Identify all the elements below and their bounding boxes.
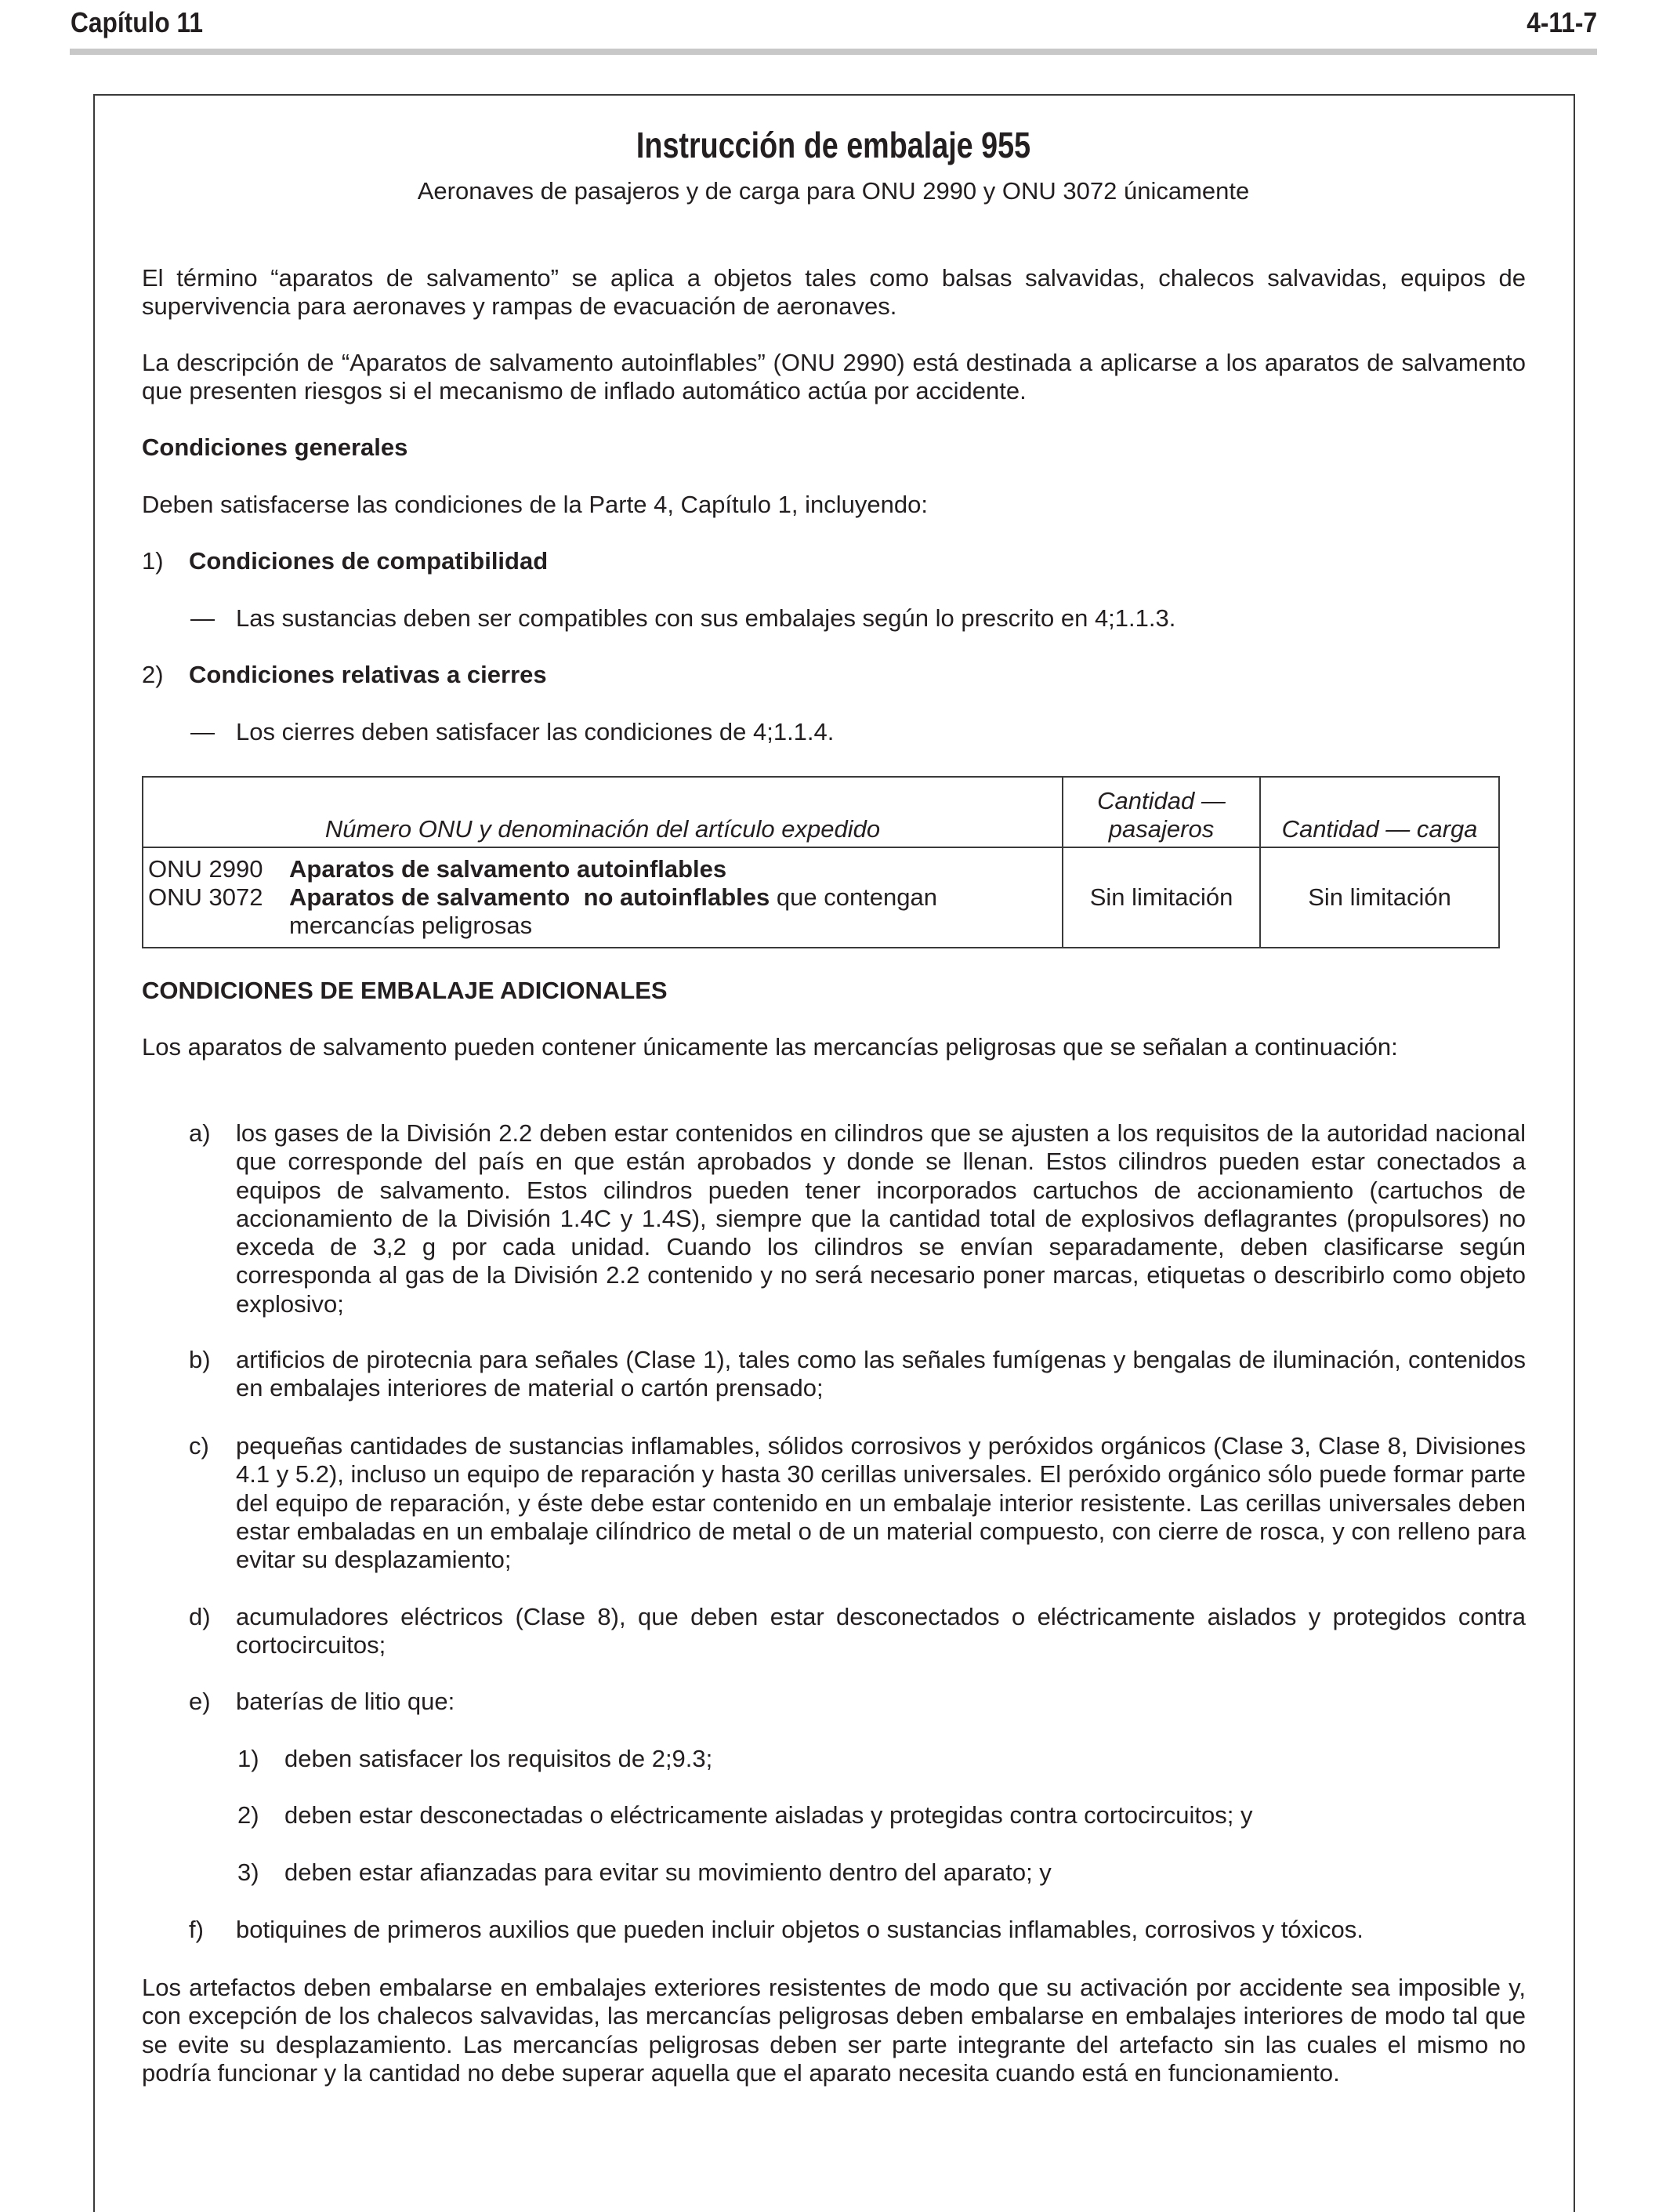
section-lead: Deben satisfacerse las condiciones de la Parte 4, Capítulo 1, incluyendo: [142,491,928,518]
page-subtitle: Aeronaves de pasajeros y de carga para ONU 2990 y ONU 3072 únicamente [417,177,1250,205]
sublist-text: deben estar afianzadas para evitar su movimiento dentro del aparato; y [284,1858,1052,1886]
intro-paragraph: El término “aparatos de salvamento” se aplica a objetos tales como balsas salvavidas, chalecos salvavidas, equipos de supervivencia para aeronaves y rampas de evacuación de aeronaves. [142,264,1526,321]
list-text: botiquines de primeros auxilios que pueden incluir objetos o sustancias inflamables, corrosivos y tóxicos. [236,1916,1364,1943]
sublist-text: deben satisfacer los requisitos de 2;9.3; [284,1745,713,1772]
item-name: Aparatos de salvamento no autoinflables [289,883,770,911]
list-title: Condiciones de compatibilidad [189,547,549,575]
list-title: Condiciones relativas a cierres [189,661,547,688]
un-number: ONU 2990 [148,855,263,883]
list-label: d) [189,1603,211,1630]
header-rule [70,49,1597,55]
dash: — [190,604,215,632]
chapter-label: Capítulo 11 [71,6,204,38]
list-text: baterías de litio que: [236,1688,455,1715]
list-text: Los cierres deben satisfacer las condiciones de 4;1.1.4. [236,718,835,745]
sublist-text: deben estar desconectadas o eléctricamente aisladas y protegidas contra cortocircuitos; y [284,1801,1253,1829]
item-cell [143,847,1063,948]
table-header: Número ONU y denominación del artículo expedido [143,777,1063,847]
sublist-label: 2) [237,1801,259,1829]
dash: — [190,718,215,745]
list-label: b) [189,1346,211,1373]
section-heading: CONDICIONES DE EMBALAJE ADICIONALES [142,977,668,1004]
cargo-limit: Sin limitación [1260,847,1499,948]
table-row [143,847,1499,948]
list-text: Las sustancias deben ser compatibles con sus embalajes según lo prescrito en 4;1.1.3. [236,604,1176,632]
list-label: c) [189,1432,209,1460]
list-label: 2) [142,661,164,688]
item-name-rest: que contengan mercancías peligrosas [289,883,937,939]
list-label: 1) [142,547,164,575]
list-text: acumuladores eléctricos (Clase 8), que deben estar desconectados o eléctricamente aislados y protegidos contra cortocircuitos; [236,1603,1526,1659]
closing-paragraph: Los artefactos deben embalarse en embalajes exteriores resistentes de modo que su activación por accidente sea imposible y, con excepción de los chalecos salvavidas, las mercancías peligrosas deben embalarse en embalajes interiores de modo tal que se evite su desplazamiento. Las mercancías peligrosas deben ser parte integrante del artefacto sin las cuales el mismo no podría funcionar y la cantidad no debe superar aquella que el aparato necesita cuando está en funcionamiento. [142,1974,1526,2087]
item-name: Aparatos de salvamento autoinflables [289,855,727,883]
section-lead: Los aparatos de salvamento pueden contener únicamente las mercancías peligrosas que se señalan a continuación: [142,1033,1398,1061]
list-label: e) [189,1688,211,1715]
list-text: artificios de pirotecnia para señales (Clase 1), tales como las señales fumígenas y bengalas de iluminación, contenidos en embalajes interiores de material o cartón prensado; [236,1346,1526,1402]
passenger-limit: Sin limitación [1063,847,1260,948]
quantity-table [142,776,1500,948]
un-number: ONU 3072 [148,883,263,911]
section-heading: Condiciones generales [142,433,408,461]
intro-paragraph: La descripción de “Aparatos de salvamento autoinflables” (ONU 2990) está destinada a aplicarse a los aparatos de salvamento que presenten riesgos si el mecanismo de inflado automático actúa por accidente. [142,349,1526,405]
list-label: f) [189,1916,204,1943]
list-label: a) [189,1119,211,1147]
table-header: Cantidad — pasajeros [1063,777,1260,847]
page-title: Instrucción de embalaje 955 [636,125,1031,165]
list-text: los gases de la División 2.2 deben estar contenidos en cilindros que se ajusten a los requisitos de la autoridad nacional que corresponde del país en que están aprobados y donde se llenan. Estos cilindros pueden estar conectados a equipos de salvamento. Estos cilindros pueden tener incorporados cartuchos de accionamiento (cartuchos de accionamiento de la División 1.4C y 1.4S), siempre que la cantidad total de explosivos deflagrantes (propulsores) no exceda de 3,2 g por cada unidad. Cuando los cilindros se envían separadamente, deben clasificarse según corresponda al gas de la División 2.2 contenido y no será necesario poner marcas, etiquetas o describirlo como objeto explosivo; [236,1119,1526,1318]
table-header: Cantidad — carga [1260,777,1499,847]
page-number: 4-11-7 [1527,6,1597,38]
list-text: pequeñas cantidades de sustancias inflamables, sólidos corrosivos y peróxidos orgánicos (Clase 3, Clase 8, Divisiones 4.1 y 5.2), incluso un equipo de reparación y hasta 30 cerillas universales. El peróxido orgánico sólo puede formar parte del equipo de reparación, y éste debe estar contenido en un embalaje interior resistente. Las cerillas universales deben estar embaladas en un embalaje cilíndrico de metal o de un material compuesto, con cierre de rosca, y con relleno para evitar su desplazamiento; [236,1432,1526,1574]
sublist-label: 1) [237,1745,259,1772]
sublist-label: 3) [237,1858,259,1886]
